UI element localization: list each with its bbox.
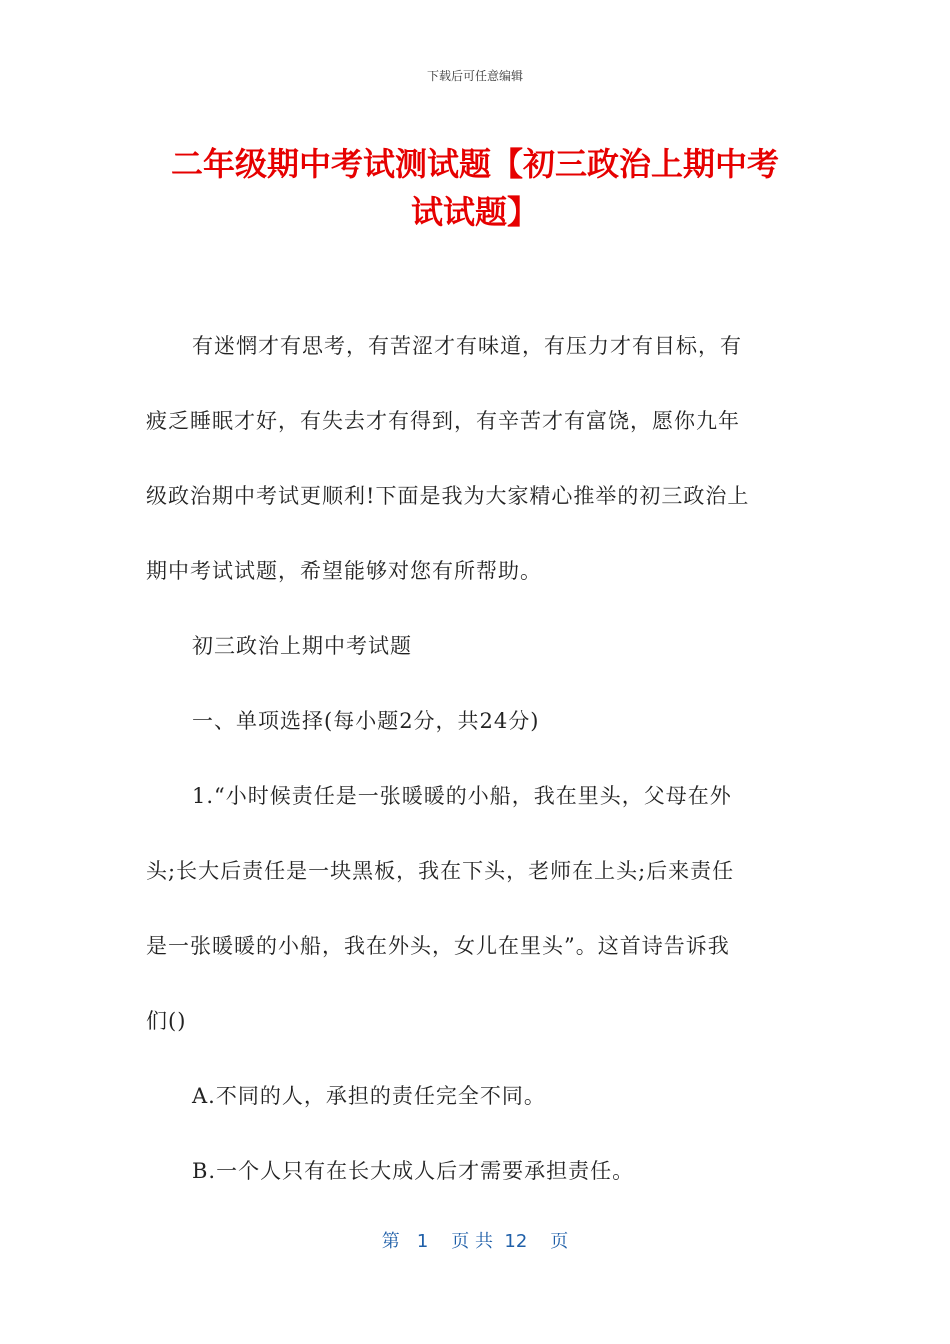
question-1-line-2: 头;长大后责任是一块黑板，我在下头，老师在上头;后来责任 xyxy=(146,859,735,883)
intro-line-2: 疲乏睡眠才好，有失去才有得到，有辛苦才有富饶，愿你九年 xyxy=(146,409,740,433)
intro-line-3: 级政治期中考试更顺利!下面是我为大家精心推举的初三政治上 xyxy=(146,484,750,508)
document-title xyxy=(100,140,850,236)
question-1-line-1: 1.“小时候责任是一张暖暖的小船，我在里头，父母在外 xyxy=(192,784,732,808)
page-footer: 第 1 页 共 12 页 xyxy=(381,1231,569,1252)
option-a: A.不同的人，承担的责任完全不同。 xyxy=(192,1084,546,1108)
part-heading: 一、单项选择(每小题2分，共24分) xyxy=(192,709,540,733)
question-1-line-4: 们() xyxy=(146,1009,187,1033)
title-line-1: 二年级期中考试测试题【初三政治上期中考 xyxy=(170,145,779,183)
section-heading: 初三政治上期中考试题 xyxy=(192,634,412,658)
question-1-line-3: 是一张暖暖的小船，我在外头，女儿在里头”。这首诗告诉我 xyxy=(146,934,730,958)
intro-line-4: 期中考试试题，希望能够对您有所帮助。 xyxy=(146,559,542,583)
intro-line-1: 有迷惘才有思考，有苦涩才有味道，有压力才有目标，有 xyxy=(192,334,742,358)
option-b: B.一个人只有在长大成人后才需要承担责任。 xyxy=(192,1159,635,1183)
header-note: 下载后可任意编辑 xyxy=(426,69,523,83)
title-line-2: 试试题】 xyxy=(410,193,539,231)
